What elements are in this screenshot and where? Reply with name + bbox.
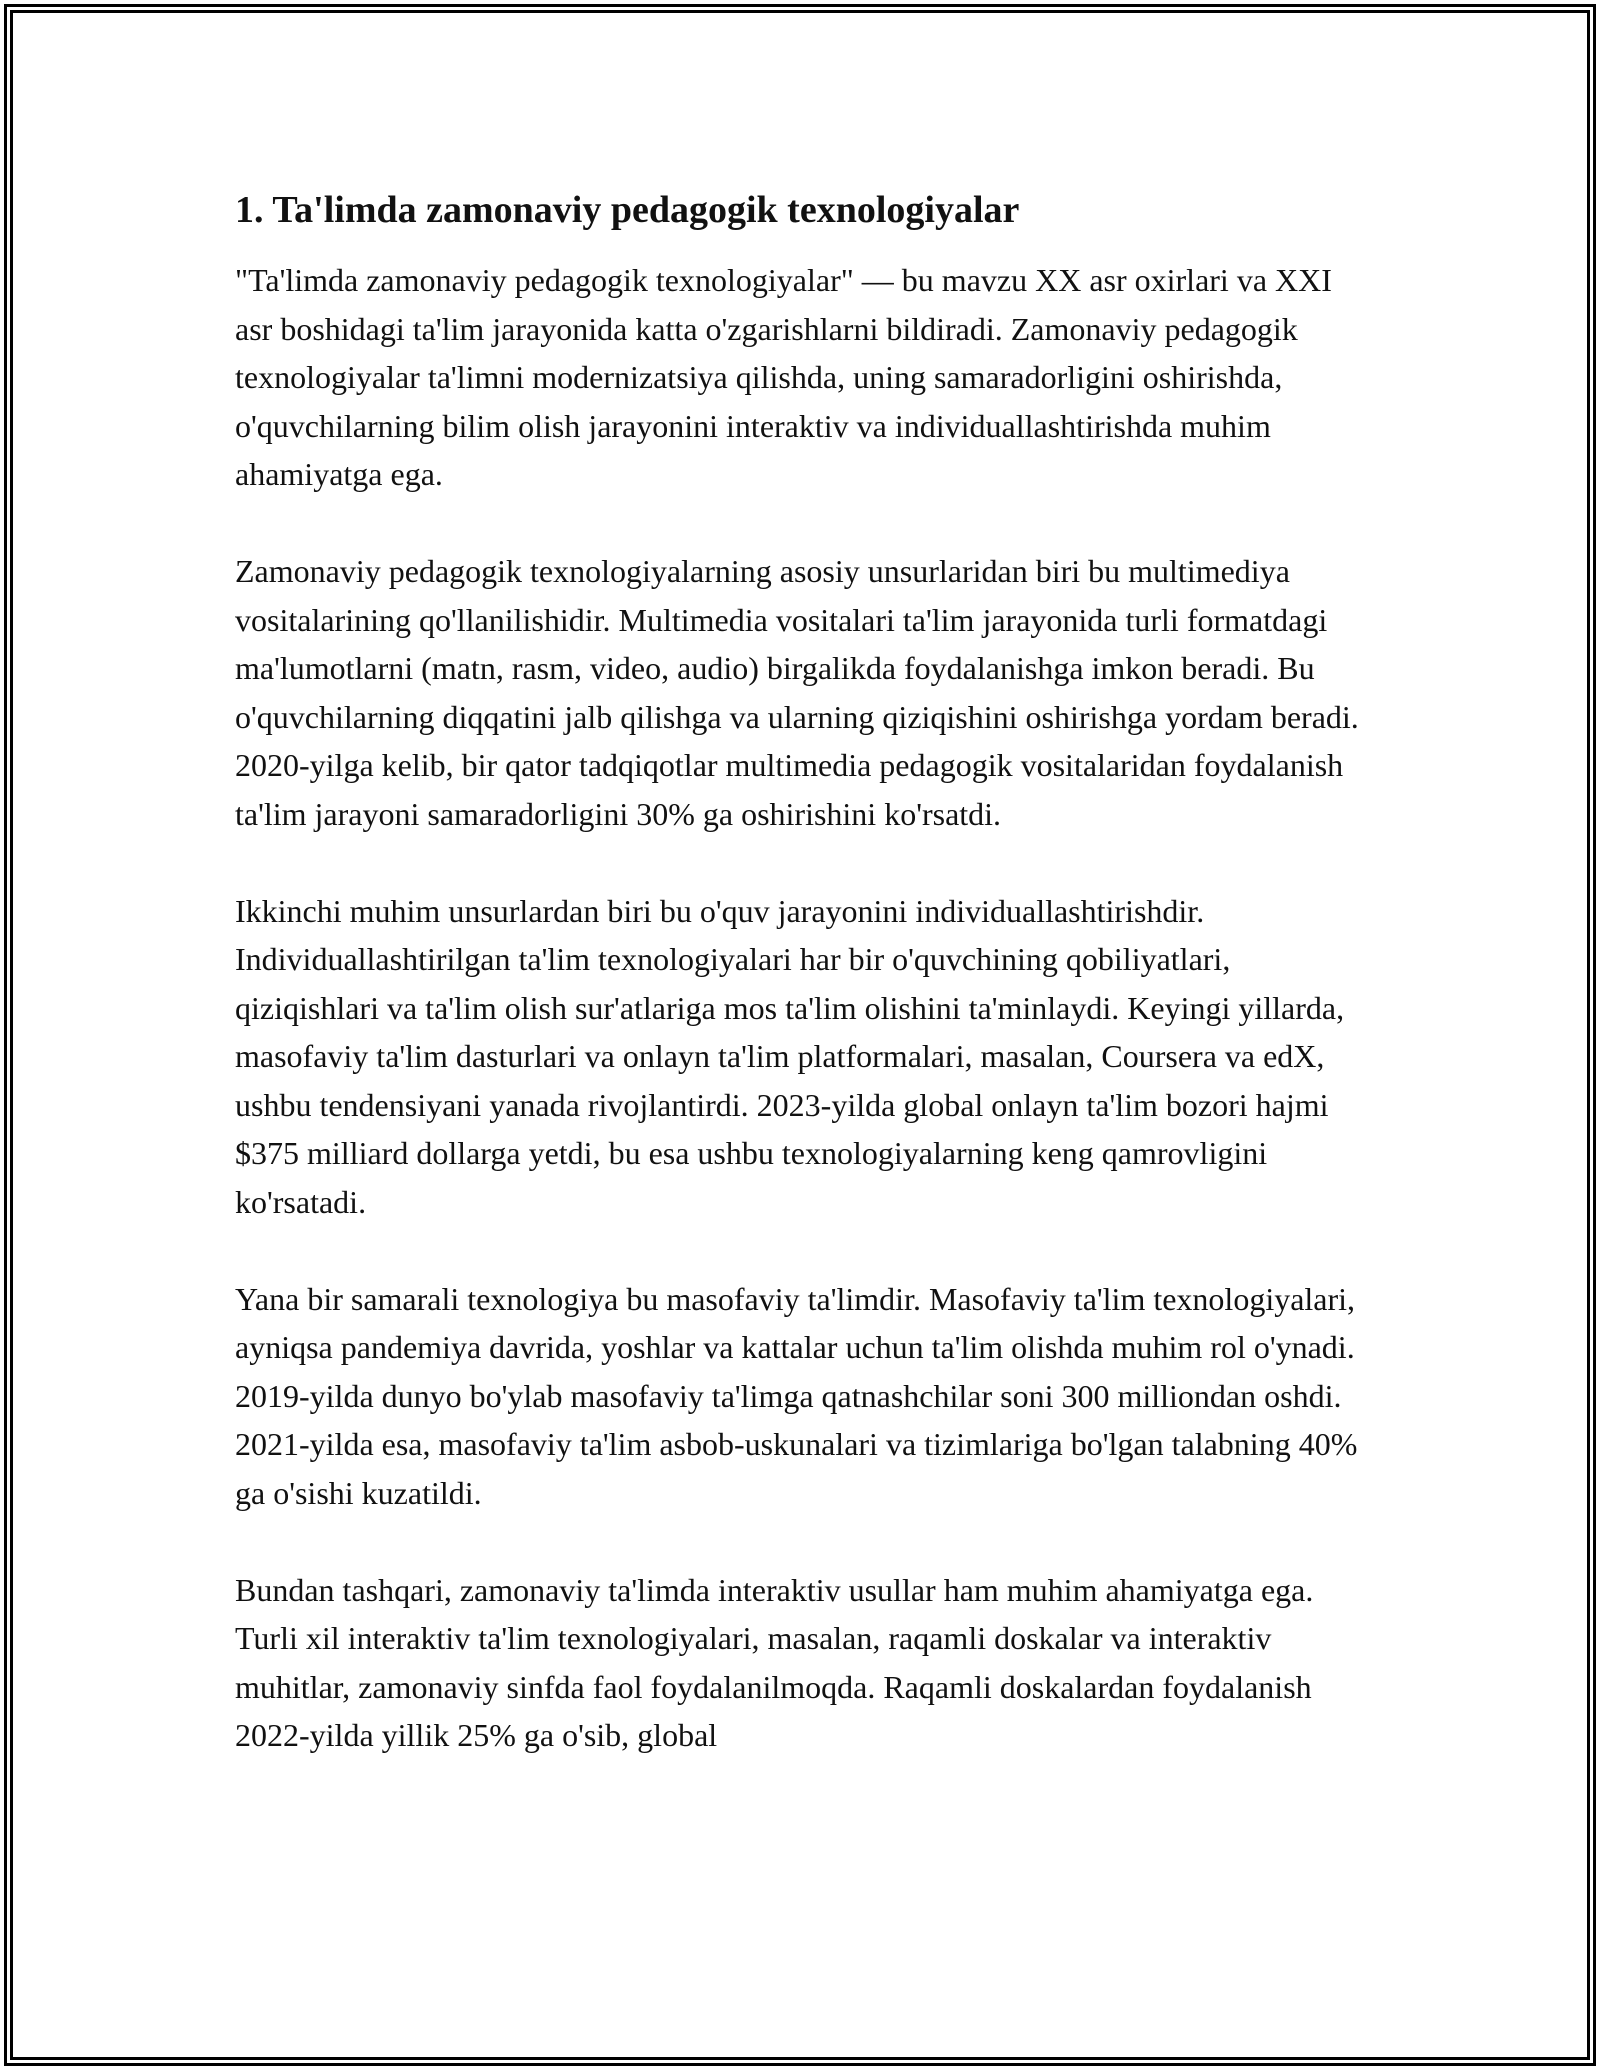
paragraph-distance-learning: Yana bir samarali texnologiya bu masofaviy ta'limdir. Masofaviy ta'lim texnologiyalari, ayniqsa pandemiya davrida, yoshlar va kattalar uchun ta'lim olishda muhim rol o'ynadi. 2019-yilda dunyo bo'ylab masofaviy ta'limga qatnashchilar soni 300 milliondan oshdi. 2021-yilda esa, masofaviy ta'lim asbob-uskunalari va tizimlariga bo'lgan talabning 40% ga o'sishi kuzatildi. bbox=[235, 1280, 1358, 1511]
document-body bbox=[235, 186, 1370, 1808]
paragraph-multimedia: Zamonaviy pedagogik texnologiyalarning asosiy unsurlaridan biri bu multimediya vositalarining qo'llanilishidir. Multimedia vositalari ta'lim jarayonida turli formatdagi ma'lumotlarni (matn, rasm, video, audio) birgalikda foydalanishga imkon beradi. Bu o'quvchilarning diqqatini jalb qilishga va ularning qiziqishini oshirishga yordam beradi. 2020-yilga kelib, bir qator tadqiqotlar multimedia pedagogik vositalaridan foydalanish ta'lim jarayoni samaradorligini 30% ga oshirishini ko'rsatdi. bbox=[235, 553, 1359, 832]
paragraph-individualization: Ikkinchi muhim unsurlardan biri bu o'quv jarayonini individuallashtirishdir. Individuallashtirilgan ta'lim texnologiyalari har bir o'quvchining qobiliyatlari, qiziqishlari va ta'lim olish sur'atlariga mos ta'lim olishini ta'minlaydi. Keyingi yillarda, masofaviy ta'lim dasturlari va onlayn ta'lim platformalari, masalan, Coursera va edX, ushbu tendensiyani yanada rivojlantirdi. 2023-yilda global onlayn ta'lim bozori hajmi $375 milliard dollarga yetdi, bu esa ushbu texnologiyalarning keng qamrovligini ko'rsatadi. bbox=[235, 892, 1345, 1220]
paragraph-intro: "Ta'limda zamonaviy pedagogik texnologiyalar" — bu mavzu XX asr oxirlari va XXI asr boshidagi ta'lim jarayonida katta o'zgarishlarni bildiradi. Zamonaviy pedagogik texnologiyalar ta'limni modernizatsiya qilishda, uning samaradorligini oshirishda, o'quvchilarning bilim olish jarayonini interaktiv va individuallashtirishda muhim ahamiyatga ega. bbox=[235, 262, 1332, 492]
paragraph-interactive-methods: Bundan tashqari, zamonaviy ta'limda interaktiv usullar ham muhim ahamiyatga ega. Turli xil interaktiv ta'lim texnologiyalari, masalan, raqamli doskalar va interaktiv muhitlar, zamonaviy sinfda faol foydalanilmoqda. Raqamli doskalardan foydalanish 2022-yilda yillik 25% ga o'sib, global bbox=[235, 1571, 1314, 1753]
section-heading: 1. Ta'limda zamonaviy pedagogik texnologiyalar bbox=[235, 189, 1020, 231]
